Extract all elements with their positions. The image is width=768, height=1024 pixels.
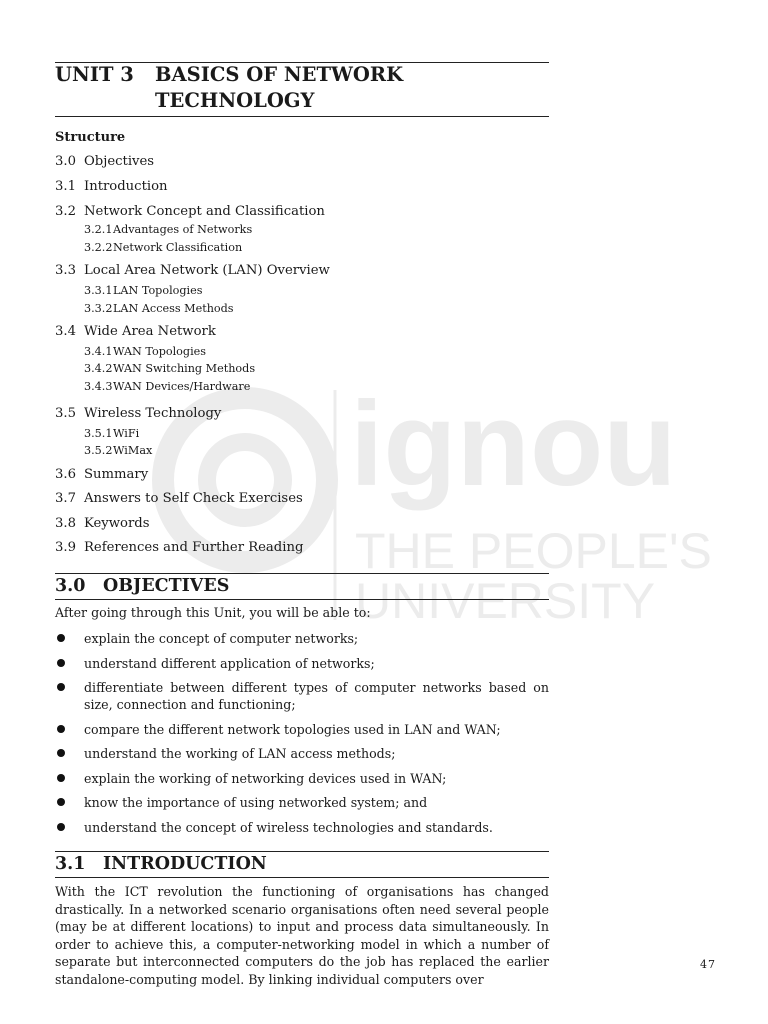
toc-item: 3.6 Summary [55,467,149,482]
list-item: know the importance of using networked system; and [55,794,549,811]
watermark-line1: ignou [350,380,677,511]
toc-item: 3.0 Objectives [55,154,155,169]
bullet-icon [57,798,65,806]
list-item: explain the working of networking devices used in WAN; [55,770,549,787]
toc-item: 3.2 Network Concept and Classification [55,204,325,219]
toc-subitem: 3.4.2WAN Switching Methods [84,362,256,375]
page-number: 47 [700,958,716,971]
toc-item: 3.4 Wide Area Network [55,324,216,339]
introduction-paragraph: With the ICT revolution the functioning of organisations has changed drastically. In a networked scenario organisations often need several people (may be at different locations) to input and process data simultaneously. In order to achieve this, a computer-networking model in which a number of separate but interconnected computers do the job has replaced the earlier standalone-computing model. By linking individual computers over [55,884,549,987]
unit-title: BASICS OF NETWORK TECHNOLOGY [155,63,404,112]
toc-item: 3.9 References and Further Reading [55,540,304,555]
ignou-logo-icon [163,398,327,562]
toc-item: 3.8 Keywords [55,516,150,531]
toc-subitem: 3.3.1LAN Topologies [84,284,203,297]
structure-label: Structure [55,130,126,145]
introduction-bottom-rule [55,877,549,878]
toc-item: 3.3 Local Area Network (LAN) Overview [55,263,330,278]
toc-subitem: 3.4.1WAN Topologies [84,345,207,358]
watermark-line3: UNIVERSITY [355,573,656,629]
objectives-top-rule [55,573,549,574]
objectives-bottom-rule [55,599,549,600]
bullet-icon [57,683,65,691]
list-item: understand different application of networks; [55,655,549,672]
toc-item: 3.1 Introduction [55,179,168,194]
objectives-intro: After going through this Unit, you will be able to: [55,605,371,620]
unit-number: UNIT 3 [55,63,134,86]
toc-subitem: 3.5.2WiMax [84,444,153,457]
introduction-top-rule [55,851,549,852]
list-item: understand the concept of wireless technologies and standards. [55,819,549,836]
watermark-line2: THE PEOPLE'S [355,523,712,579]
bullet-icon [57,823,65,831]
bullet-icon [57,634,65,642]
toc-subitem: 3.5.1WiFi [84,427,140,440]
header-bottom-rule [55,116,549,117]
list-item: understand the working of LAN access methods; [55,745,549,762]
bullet-icon [57,774,65,782]
section-heading-objectives: 3.0 OBJECTIVES [55,576,230,596]
list-item: compare the different network topologies used in LAN and WAN; [55,721,549,738]
toc-subitem: 3.2.2Network Classification [84,241,243,254]
bullet-icon [57,659,65,667]
toc-subitem: 3.4.3WAN Devices/Hardware [84,380,251,393]
toc-item: 3.5 Wireless Technology [55,406,222,421]
list-item: differentiate between different types of computer networks based on size, connection and functioning; [55,679,549,713]
toc-subitem: 3.3.2LAN Access Methods [84,302,234,315]
bullet-icon [57,749,65,757]
list-item: explain the concept of computer networks; [55,630,549,647]
toc-item: 3.7 Answers to Self Check Exercises [55,491,303,506]
section-heading-introduction: 3.1 INTRODUCTION [55,854,267,874]
toc-subitem: 3.2.1Advantages of Networks [84,223,253,236]
bullet-icon [57,725,65,733]
